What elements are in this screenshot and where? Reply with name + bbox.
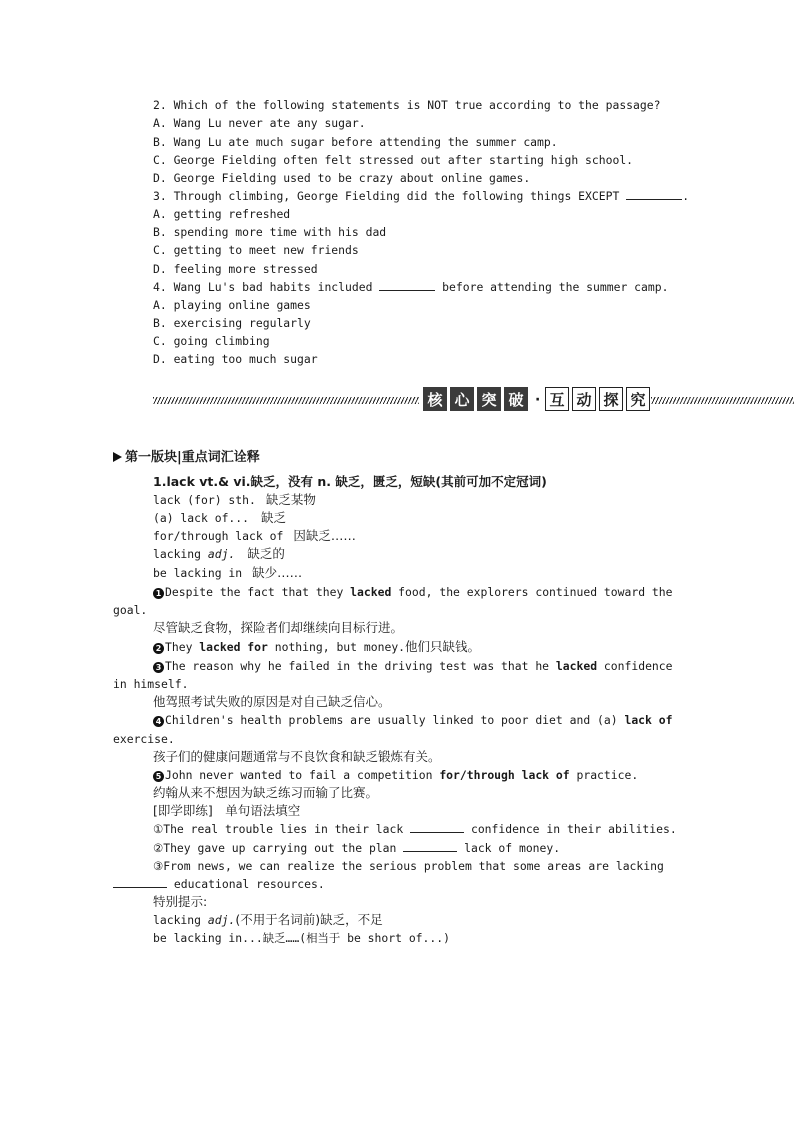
item-marker: ① <box>153 822 164 836</box>
q3-option-a: A. getting refreshed <box>153 207 291 221</box>
example-sentence <box>153 712 672 728</box>
phrase-item <box>153 546 285 562</box>
tips-title: 特别提示: <box>153 894 208 909</box>
number-circle-icon: 2 <box>153 643 164 654</box>
example-text: confidence <box>597 659 673 673</box>
section-heading <box>113 446 260 465</box>
q4-option-c: C. going climbing <box>153 334 270 348</box>
q4-stem-text: 4. Wang Lu's bad habits included <box>153 280 380 294</box>
example-text: John never wanted to fail a competition <box>165 768 440 782</box>
q2-option-b: B. Wang Lu ate much sugar before attending the summer camp. <box>153 135 558 149</box>
q3-option-c: C. getting to meet new friends <box>153 243 359 257</box>
hatch-rule-right <box>651 397 794 404</box>
practice-item <box>153 858 664 874</box>
part-of-speech: adj. <box>207 913 236 927</box>
phrase-item <box>153 565 302 581</box>
example-text: The reason why he failed in the driving test was that he <box>165 659 556 673</box>
practice-item <box>153 840 560 856</box>
example-sentence <box>153 639 480 655</box>
example-text: food, the explorers continued toward the <box>391 585 673 599</box>
question-4-stem <box>153 279 668 295</box>
keyword: lack of <box>624 713 673 727</box>
example-sentence <box>153 658 673 674</box>
example-sentence <box>153 584 673 600</box>
keyword: for/through lack of <box>439 768 570 782</box>
question-2-stem: 2. Which of the following statements is NOT true according to the passage? <box>153 98 661 112</box>
banner-char: 突 <box>477 387 501 411</box>
phrase-item <box>153 510 286 526</box>
q2-option-d: D. George Fielding used to be crazy about online games. <box>153 171 531 185</box>
q4-option-a: A. playing online games <box>153 298 311 312</box>
item-marker: ② <box>153 841 164 855</box>
phrase-en: be lacking in <box>153 566 243 580</box>
section-banner <box>153 386 794 414</box>
practice-text: confidence in their abilities. <box>464 822 677 836</box>
banner-title-right <box>545 387 650 411</box>
example-text: practice. <box>569 768 639 782</box>
practice-text: From news, we can realize the serious problem that some areas are lacking <box>163 859 664 873</box>
q3-stem-end: . <box>682 189 690 203</box>
example-translation: 约翰从来不想因为缺乏练习而输了比赛。 <box>153 785 379 800</box>
number-circle-icon: 5 <box>153 771 164 782</box>
phrase-en: for/through lack of <box>153 529 284 543</box>
phrase-zh: 缺乏的 <box>247 546 285 561</box>
phrase-en: lack (for) sth. <box>153 493 256 507</box>
example-sentence <box>153 767 638 783</box>
example-translation: 他们只缺钱。 <box>405 639 481 654</box>
banner-char: 核 <box>423 387 447 411</box>
number-circle-icon: 1 <box>153 588 164 599</box>
q3-stem-text: 3. Through climbing, George Fielding did the following things EXCEPT <box>153 189 627 203</box>
tip-line <box>153 912 383 928</box>
banner-title-left <box>423 387 528 411</box>
example-continuation: goal. <box>113 603 148 617</box>
q4-option-d: D. eating too much sugar <box>153 352 318 366</box>
q2-option-a: A. Wang Lu never ate any sugar. <box>153 116 366 130</box>
answer-blank <box>379 280 435 291</box>
banner-separator: · <box>535 392 541 408</box>
banner-char: 究 <box>626 387 650 411</box>
number-circle-icon: 3 <box>153 662 164 673</box>
keyword: lacked <box>555 659 598 673</box>
headword-line: 1.lack vt.& vi.缺乏，没有 n. 缺乏，匮乏，短缺(其前可加不定冠词) <box>153 474 547 489</box>
answer-blank <box>403 841 457 852</box>
number-circle-icon: 4 <box>153 716 164 727</box>
practice-title: [即学即练] 单句语法填空 <box>153 803 301 818</box>
practice-continuation <box>113 876 325 892</box>
practice-text: The real trouble lies in their lack <box>163 822 411 836</box>
banner-char: 心 <box>450 387 474 411</box>
example-translation: 他驾照考试失败的原因是对自己缺乏信心。 <box>153 694 391 709</box>
keyword: lacked <box>350 585 392 599</box>
tip-line: be lacking in...缺乏……(相当于 be short of...) <box>153 931 450 945</box>
section-title: 第一版块|重点词汇诠释 <box>125 450 260 465</box>
phrase-zh: 缺乏某物 <box>265 492 316 507</box>
keyword: lacked for <box>199 640 268 654</box>
q2-option-c: C. George Fielding often felt stressed out after starting high school. <box>153 153 634 167</box>
banner-char: 互 <box>545 387 569 411</box>
phrase-zh: 因缺乏…… <box>293 528 356 543</box>
example-translation: 尽管缺乏食物，探险者们却继续向目标行进。 <box>153 620 404 635</box>
phrase-zh: 缺少…… <box>252 565 303 580</box>
banner-char: 探 <box>599 387 623 411</box>
example-text: nothing, but money. <box>267 640 406 654</box>
hatch-rule-left <box>153 397 419 404</box>
triangle-bullet-icon <box>113 452 122 462</box>
question-3-stem <box>153 188 689 204</box>
example-continuation: in himself. <box>113 677 189 691</box>
phrase-item <box>153 492 316 508</box>
phrase-en: lacking <box>153 547 208 561</box>
answer-blank <box>410 822 464 833</box>
example-text: They <box>165 640 200 654</box>
answer-blank <box>113 877 167 888</box>
example-continuation: exercise. <box>113 732 175 746</box>
phrase-en: (a) lack of... <box>153 511 250 525</box>
q4-option-b: B. exercising regularly <box>153 316 311 330</box>
example-translation: 孩子们的健康问题通常与不良饮食和缺乏锻炼有关。 <box>153 749 441 764</box>
q3-option-b: B. spending more time with his dad <box>153 225 387 239</box>
practice-item <box>153 821 677 837</box>
item-marker: ③ <box>153 859 164 873</box>
tip-text: lacking <box>153 913 208 927</box>
phrase-zh: 缺乏 <box>261 510 287 525</box>
practice-text: lack of money. <box>457 841 561 855</box>
phrase-item <box>153 528 356 544</box>
practice-text: educational resources. <box>167 877 325 891</box>
example-text: Children's health problems are usually linked to poor diet and (a) <box>165 713 625 727</box>
q4-stem-end: before attending the summer camp. <box>435 280 669 294</box>
banner-char: 破 <box>504 387 528 411</box>
example-text: Despite the fact that they <box>165 585 351 599</box>
answer-blank <box>626 189 682 200</box>
banner-char: 动 <box>572 387 596 411</box>
q3-option-d: D. feeling more stressed <box>153 262 318 276</box>
practice-text: They gave up carrying out the plan <box>163 841 404 855</box>
tip-text: (不用于名词前)缺乏，不足 <box>235 912 383 927</box>
part-of-speech: adj. <box>207 547 236 561</box>
